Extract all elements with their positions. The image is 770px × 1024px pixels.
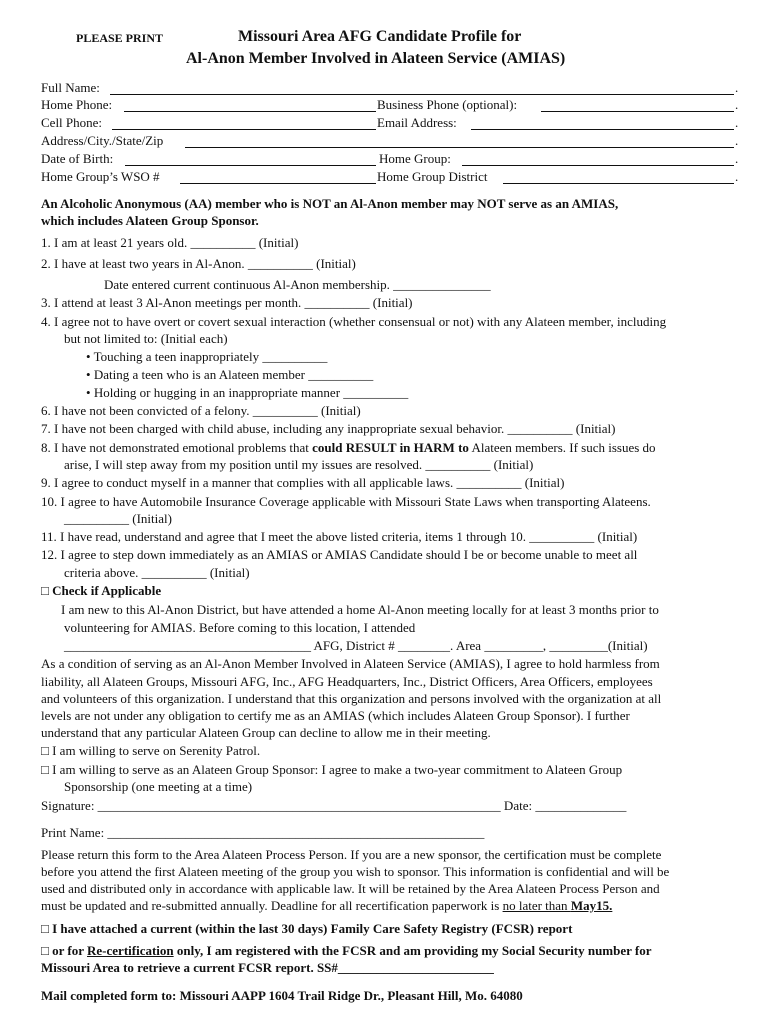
cell-phone-field[interactable] [112,129,376,130]
email-label: Email Address: [377,115,457,130]
wso-field[interactable] [180,183,376,184]
fcsr-attached-checkbox[interactable]: □ I have attached a current (within the last 30 days) Family Care Safety Registry (FCSR) report [41,921,573,936]
dob-field[interactable] [125,165,376,166]
dot: . [735,115,739,130]
district-field[interactable] [503,183,734,184]
address-field[interactable] [185,147,734,148]
item-12-sub: criteria above. __________ (Initial) [64,565,250,580]
cell-phone-label: Cell Phone: [41,115,103,130]
home-phone-label: Home Phone: [41,97,113,112]
sponsor-checkbox[interactable]: □ I am willing to serve as an Alateen Group Sponsor: I agree to make a two-year commitment to Alateen Group [41,762,623,777]
item-8-sub: arise, I will step away from my position until my issues are resolved. __________ (Initial) [64,457,534,472]
dot: . [735,133,739,148]
full-name-label: Full Name: [41,80,100,95]
home-phone-field[interactable] [124,111,376,112]
fcsr-ss-field[interactable]: Missouri Area to retrieve a current FCSR report. SS#________________________ [41,960,494,975]
signature-field[interactable]: Signature: ______________________________________________________________ Date: ______________ [41,798,627,813]
dot: . [735,97,739,112]
dot: . [735,151,739,166]
bullet-item: • Dating a teen who is an Alateen member __________ [86,367,374,382]
item-11: 11. I have read, understand and agree that I meet the above listed criteria, items 1 through 10. __________ (Initial) [41,529,638,544]
item-8: 8. I have not demonstrated emotional problems that could RESULT in HARM to Alateen members. If such issues do [41,440,656,455]
return-line3: used and distributed only in accordance with applicable law. It will be retained by the Area Alateen Process Person and [41,881,660,896]
home-group-label: Home Group: [379,151,451,166]
item-2-date: Date entered current continuous Al-Anon membership. _______________ [104,277,491,292]
item-4-sub: but not limited to: (Initial each) [64,331,228,346]
home-group-field[interactable] [462,165,734,166]
check-if-applicable[interactable]: □ Check if Applicable [41,583,162,598]
bullet-icon: • [86,349,94,364]
bullet-item: • Holding or hugging in an inappropriate manner __________ [86,385,409,400]
check-line2: volunteering for AMIAS. Before coming to this location, I attended [64,620,416,635]
item-7: 7. I have not been charged with child abuse, including any inappropriate sexual behavior. __________ (Initial) [41,421,616,436]
wso-label: Home Group’s WSO # [41,169,160,184]
item-9: 9. I agree to conduct myself in a manner that complies with all applicable laws. __________ (Initial) [41,475,565,490]
address-label: Address/City./State/Zip [41,133,164,148]
condition-line: As a condition of serving as an Al-Anon Member Involved in Alateen Service (AMIAS), I agree to hold harmless from [41,656,660,671]
bullet-item: • Touching a teen inappropriately __________ [86,349,328,364]
please-print-label: PLEASE PRINT [76,31,164,45]
item-12: 12. I agree to step down immediately as an AMIAS or AMIAS Candidate should I be or become unable to meet all [41,547,638,562]
fcsr-recert-checkbox: □ or for Re-certification only, I am registered with the FCSR and am providing my Social Security number for [41,943,652,958]
print-name-field[interactable]: Print Name: __________________________________________________________ [41,825,485,840]
email-field[interactable] [471,129,734,130]
bullet-icon: • [86,385,94,400]
condition-line: understand that any particular Alateen Group can decline to allow me in their meeting. [41,725,491,740]
business-phone-field[interactable] [541,111,734,112]
business-phone-label: Business Phone (optional): [377,97,518,112]
aa-warning-line1: An Alcoholic Anonymous (AA) member who is NOT an Al-Anon member may NOT serve as an AMIAS, [41,196,619,211]
item-10-sub: __________ (Initial) [64,511,172,526]
dot: . [735,169,739,184]
item-2: 2. I have at least two years in Al-Anon. __________ (Initial) [41,256,356,271]
condition-line: liability, all Alateen Groups, Missouri AFG, Inc., AFG Headquarters, Inc., District Officers, Area Officers, employees [41,674,653,689]
condition-line: levels are not under any obligation to certify me as an AMIAS (which includes Alateen Group Sponsor). I further [41,708,630,723]
item-1: 1. I am at least 21 years old. __________ (Initial) [41,235,299,250]
aa-warning-line2: which includes Alateen Group Sponsor. [41,213,259,228]
condition-line: and volunteers of this organization. I understand that this organization and persons involved with the organization at all [41,691,662,706]
check-line1: I am new to this Al-Anon District, but have attended a home Al-Anon meeting locally for at least 3 months prior to [61,602,659,617]
item-4: 4. I agree not to have overt or covert sexual interaction (whether consensual or not) with any Alateen member, including [41,314,667,329]
dot: . [735,80,739,95]
return-line4: must be updated and re-submitted annually. Deadline for all recertification paperwork is no later than May15. [41,898,613,913]
bullet-icon: • [86,367,94,382]
serenity-patrol-checkbox[interactable]: □ I am willing to serve on Serenity Patrol. [41,743,261,758]
sponsor-line2: Sponsorship (one meeting at a time) [64,779,253,794]
return-line2: before you attend the first Alateen meeting of the group you wish to sponsor. This information is confidential and will be [41,864,670,879]
item-6: 6. I have not been convicted of a felony. __________ (Initial) [41,403,361,418]
mail-to: Mail completed form to: Missouri AAPP 1604 Trail Ridge Dr., Pleasant Hill, Mo. 64080 [41,988,523,1003]
item-10: 10. I agree to have Automobile Insurance Coverage applicable with Missouri State Laws when transporting Alateens. [41,494,651,509]
dob-label: Date of Birth: [41,151,114,166]
form-title-line1: Missouri Area AFG Candidate Profile for [238,28,522,45]
district-label: Home Group District [377,169,488,184]
item-3: 3. I attend at least 3 Al-Anon meetings per month. __________ (Initial) [41,295,413,310]
return-line1: Please return this form to the Area Alateen Process Person. If you are a new sponsor, the certification must be complete [41,847,662,862]
check-line3: ______________________________________ AFG, District # ________. Area _________, _________(Initial) [64,638,648,653]
form-title-line2: Al-Anon Member Involved in Alateen Service (AMIAS) [186,50,566,67]
full-name-field[interactable] [110,94,734,95]
